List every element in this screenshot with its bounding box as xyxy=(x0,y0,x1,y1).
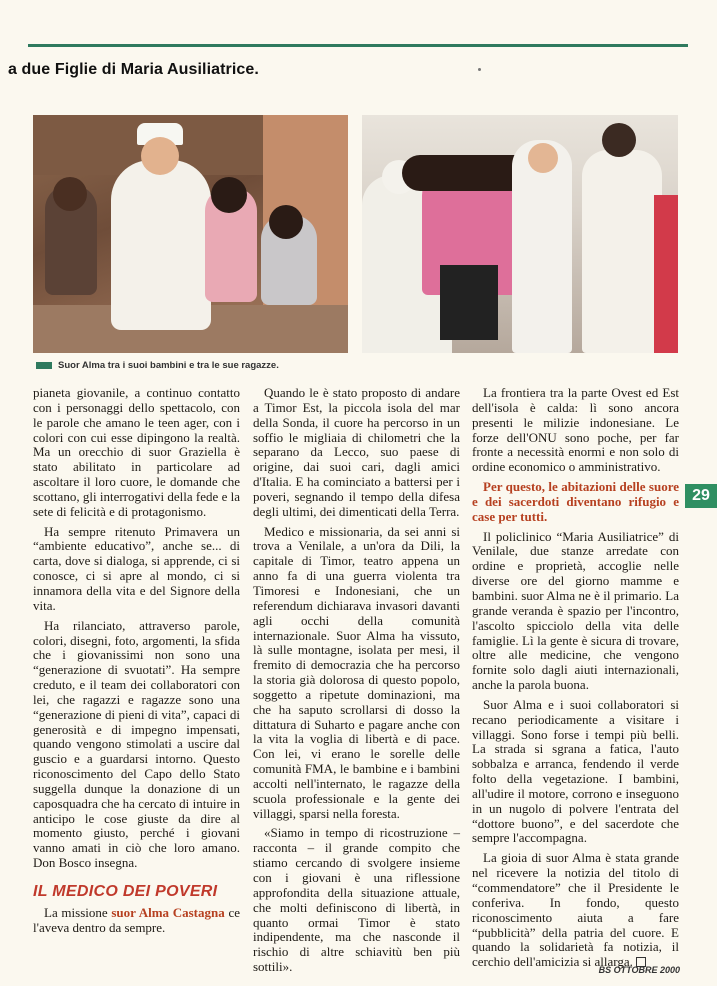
highlighted-paragraph: Per questo, le abitazioni delle suore e dei sacerdoti diventano rifugio e case per tutti. xyxy=(472,479,679,524)
paragraph: Ha sempre ritenuto Primavera un “ambiente educativo”, anche se... di carta, dove si dialoga, si apprende, ci si conosce, ci si apre al mondo, ci si innamora della vita e del Signore della vita. xyxy=(33,523,240,613)
paragraph: La gioia di suor Alma è stata grande nel ricevere la notizia del titolo di “commendatore” che il Presidente le conferiva. In fondo, questo riconoscimento aiuta a fare “pubblicità” della patria del cuore. E quando la solidarietà fa notizia, il cerchio dell'amicizia si allarga. xyxy=(472,850,679,970)
paragraph: Suor Alma e i suoi collaboratori si recano periodicamente a visitare i villaggi. Sono forse i tempi più belli. La strada si sgrana a fatica, l'auto sobbalza e arranca, fendendo il verde folto della vegetazione. I bambini, all'udire il motore, corrono e inseguono in un nugolo di polvere l'entrata del “dottore buono”, e del sacerdote che sempre l'accompagna. xyxy=(472,696,679,846)
paragraph: La frontiera tra la parte Ovest ed Est dell'isola è calda: lì sono ancora presenti le milizie indonesiane. Le forze dell'ONU sono poche, per far fronte a necessità enormi e non solo di ordine economico o amministrativo. xyxy=(472,385,679,475)
highlighted-name: suor Alma Castagna xyxy=(111,904,225,920)
paragraph: Quando le è stato proposto di andare a Timor Est, la piccola isola del mar della Sonda, il cuore ha percorso in un soffio le migliaia di chilometri che la separano da Lecco, suo paese di origine, dai suoi cari, dagli amici d'Italia. E ha cominciato a battersi per i poveri, segnando il tempo della difesa degli ultimi, dei dimenticati della Terra. xyxy=(253,385,460,519)
top-rule xyxy=(28,44,688,47)
text-column-1 xyxy=(33,386,240,941)
paragraph: Il policlinico “Maria Ausiliatrice” di Venilale, due stanze arredate con ordine e proprietà, accoglie nelle diverse ore del giorno mamme e bambini. suor Alma ne è il primario. La grande veranda è spazio per l'incontro, l'ascolto spicciolo della vita delle famiglie. Lì la gente è sicura di trovare, oltre alle medicine, che vengono fornite solo dagli aiuti internazionali, anche la parola buona. xyxy=(472,528,679,693)
paragraph: pianeta giovanile, a continuo contatto con i personaggi dello spettacolo, con le parole che amano le teen ager, con i colori con cui esse dipingono la realtà. Ma un orecchio di suor Graziella è stato abilitato in particolare ad ascoltare il loro cuore, le domande che scottano, gli interrogativi della fede e la sete di felicità e di protagonismo. xyxy=(33,385,240,519)
paragraph: Ha rilanciato, attraverso parole, colori, disegni, foto, argomenti, la sfida che i giovanissimi non sono una “generazione di svuotati”. Ha sempre creduto, e il team dei collaboratori con lei, che ragazzi e ragazze sono una “generazione di pieni di vita”, capaci di generosità e di impegno impensati, quando vengono stimolati a uscire dal guscio e a guardarsi intorno. Questo riconoscimento del Capo dello Stato suggella dunque la donazione di un caposquadra che ha cercato di intuire in anticipo le cose giuste da dire al momento giusto, perché i giovani vanno amati in ciò che loro amano. Don Bosco insegna. xyxy=(33,617,240,871)
article-subtitle: a due Figlie di Maria Ausiliatrice. xyxy=(8,61,259,78)
caption-marker xyxy=(36,362,52,369)
paragraph: «Siamo in tempo di ricostruzione – racconta – il grande compito che stiamo cercando di svolgere insieme con i giovani è una riflessione approfondita della situazione attuale, che molti definiscono di libertà, in quanto ormai Timor è stato indipendente, ma che nasconde il rischio di altre schiavitù ben più sottili». xyxy=(253,825,460,975)
decorative-dot xyxy=(478,68,481,71)
paragraph: Medico e missionaria, da sei anni si trova a Venilale, a un'ora da Dili, la capitale di Timor, teatro appena un anno fa di una guerra violenta tra Timoresi e Indonesiani, che un referendum dichiarava invasori davanti agli occhi della comunità internazionale. Suor Alma ha vissuto, là sulle montagne, isolata per mesi, il fremito di democrazia che ha percorso la storia già dolorosa di questo popolo, soggetto a ripetute dominazioni, ma che ha saputo scrollarsi di dosso la dittatura di Suharto e pagare anche con la vita la voglia di libertà e di pace. Con lei, vi erano le sorelle delle comunità FMA, le bambine e i bambini accolti nell'internato, le ragazze della scuola professionale e la gente dei villaggi, sparsi nella foresta. xyxy=(253,523,460,821)
photo-caption: Suor Alma tra i suoi bambini e tra le sue ragazze. xyxy=(36,360,279,371)
text-column-2 xyxy=(253,386,460,980)
footer-issue: BS OTTOBRE 2000 xyxy=(598,965,680,975)
text-column-3 xyxy=(472,386,679,975)
page-number-tab: 29 xyxy=(685,484,717,508)
section-title: IL MEDICO DEI POVERI xyxy=(33,883,218,900)
photo-suor-alma-girls xyxy=(362,115,678,353)
paragraph: La missione suor Alma Castagna ce l'aveva dentro da sempre. xyxy=(33,904,241,935)
photo-suor-alma-children xyxy=(33,115,348,353)
